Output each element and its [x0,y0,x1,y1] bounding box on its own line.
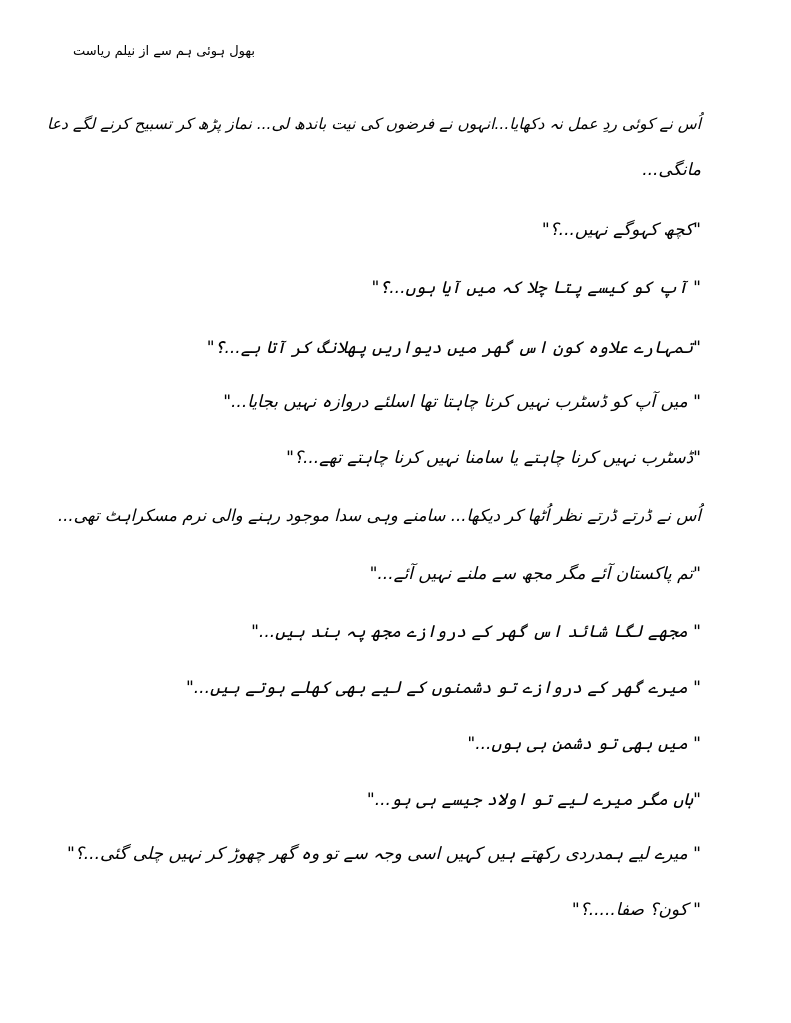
text-line: "کچھ کہوگے نہیں...؟" [541,220,701,240]
text-line: " میرے گھر کے دروازے تو دشمنوں کے لیے بھی کھلے ہوتے ہیں..." [185,678,701,698]
text-line: "ڈسٹرب نہیں کرنا چاہتے یا سامنا نہیں کرنا چاہتے تھے...؟" [286,448,701,468]
running-header: بھول ہوئی ہم سے از نیلم ریاست [72,44,255,59]
text-line: مانگی... [642,160,701,180]
text-line: "تم پاکستان آئے مگر مجھ سے ملنے نہیں آئے..." [369,564,701,584]
text-line: "ہاں مگر میرے لیے تو اولاد جیسے ہی ہو..." [366,790,701,810]
text-line: " کون؟ صفا.....؟" [571,900,701,920]
text-line: "تمہارے علاوہ کون اس گھر میں دیواریں پھلانگ کر آتا ہے...؟" [206,338,701,358]
text-line: " مجھے لگا شائد اس گھر کے دروازے مجھ پہ بند ہیں..." [251,622,701,642]
text-line: " میرے لیے ہمدردی رکھتے ہیں کہیں اسی وجہ سے تو وہ گھر چھوڑ کر نہیں چلی گئی...؟" [66,844,701,864]
text-line: اُس نے کوئی ردِ عمل نہ دکھایا...انہوں نے فرضوں کی نیت باندھ لی... نماز پڑھ کر تسبیح کرنے لگے دعا [47,115,701,133]
text-line: اُس نے ڈرتے ڈرتے نظر اُٹھا کر دیکھا... سامنے وہی سدا موجود رہنے والی نرم مسکراہٹ تھی... [57,506,701,525]
text-line: " میں آپ کو ڈسٹرب نہیں کرنا چاہتا تھا اسلئے دروازہ نہیں بجایا..." [223,392,701,412]
text-line: " آپ کو کیسے پتا چلا کہ میں آیا ہوں...؟" [371,278,701,298]
text-line: " میں بھی تو دشمن ہی ہوں..." [467,734,701,754]
